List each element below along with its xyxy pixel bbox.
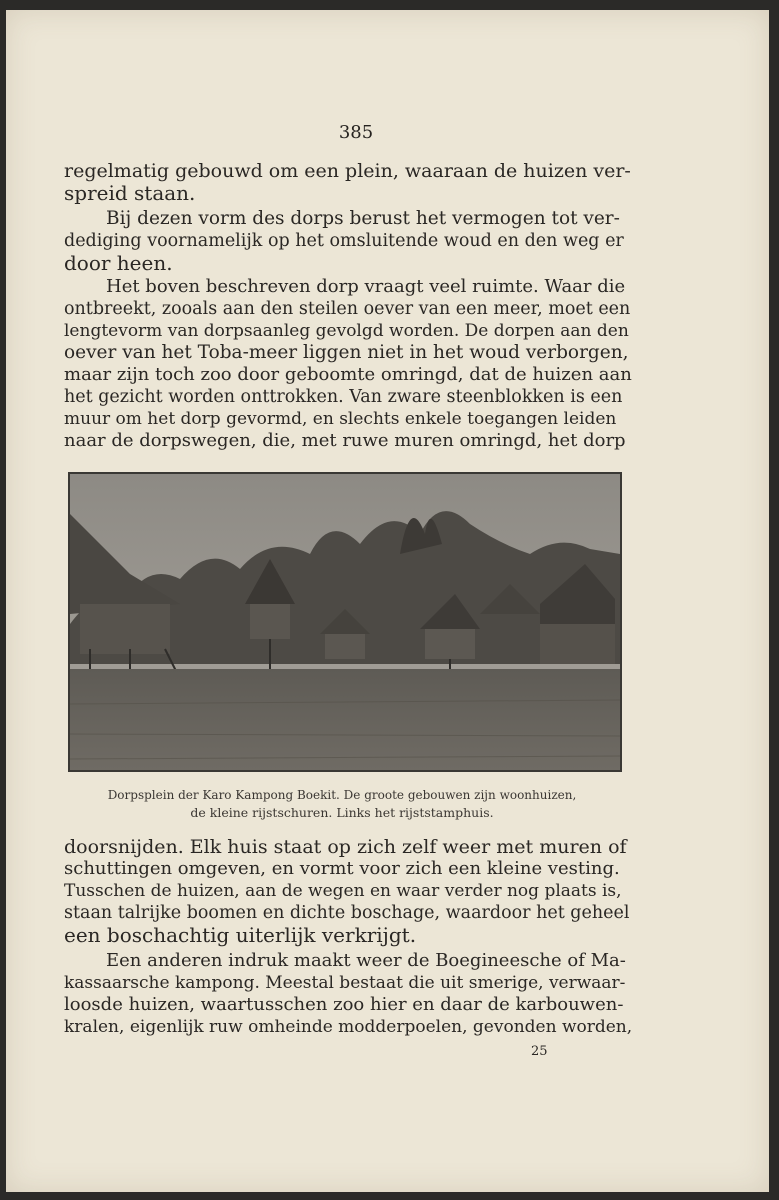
- text-line: Bij dezen vorm des dorps berust het vermogen tot ver-: [106, 208, 620, 229]
- text-line: een boschachtig uiterlijk verkrijgt.: [64, 923, 417, 947]
- text-line: maar zijn toch zoo door geboomte omringd, dat de huizen aan: [64, 364, 632, 385]
- signature-mark: 25: [531, 1044, 548, 1059]
- page-number: 385: [338, 122, 374, 143]
- caption-line: Dorpsplein der Karo Kampong Boekit. De groote gebouwen zijn woonhuizen,: [107, 788, 577, 802]
- photo-illustration: [70, 474, 620, 770]
- paragraph-2: [64, 208, 632, 274]
- text-line: Tusschen de huizen, aan de wegen en waar verder nog plaats is,: [64, 881, 622, 901]
- text-line: dediging voornamelijk op het omsluitende woud en den weg er: [64, 231, 624, 251]
- text-line: regelmatig gebouwd om een plein, waaraan de huizen ver-: [64, 160, 631, 182]
- text-line: kralen, eigenlijk ruw omheinde modderpoelen, gevonden worden,: [64, 1017, 633, 1037]
- text-line: muur om het dorp gevormd, en slechts enkele toegangen leiden: [64, 409, 617, 429]
- text-line: spreid staan.: [64, 181, 196, 205]
- text-line: ontbreekt, zooals aan den steilen oever van een meer, moet een: [64, 299, 631, 319]
- paragraph-5: [64, 950, 632, 1038]
- text-line: Een anderen indruk maakt weer de Boegineesche of Ma-: [106, 950, 626, 971]
- village-photograph: [68, 472, 622, 772]
- text-line: het gezicht worden onttrokken. Van zware steenblokken is een: [64, 387, 623, 407]
- text-line: naar de dorpswegen, die, met ruwe muren omringd, het dorp: [64, 430, 626, 451]
- text-line: loosde huizen, waartusschen zoo hier en daar de karbouwen-: [64, 994, 624, 1015]
- text-line: kassaarsche kampong. Meestal bestaat die uit smerige, verwaar-: [64, 973, 626, 993]
- text-line: lengtevorm van dorpsaanleg gevolgd worden. De dorpen aan den: [64, 321, 629, 341]
- text-line: doorsnijden. Elk huis staat op zich zelf weer met muren of: [64, 836, 627, 858]
- text-line: Het boven beschreven dorp vraagt veel ruimte. Waar die: [106, 276, 626, 297]
- caption-line: de kleine rijstschuren. Links het rijststamphuis.: [190, 805, 494, 820]
- text-line: door heen.: [64, 251, 173, 275]
- photo-caption: [102, 786, 582, 822]
- paragraph-1: [64, 160, 632, 204]
- paragraph-3: [64, 276, 632, 452]
- text-line: staan talrijke boomen en dichte boschage, waardoor het geheel: [64, 903, 630, 923]
- text-line: schuttingen omgeven, en vormt voor zich een kleine vesting.: [64, 858, 620, 879]
- paragraph-4: [64, 836, 632, 946]
- book-page: [6, 10, 769, 1192]
- text-line: oever van het Toba-meer liggen niet in het woud verborgen,: [64, 342, 629, 363]
